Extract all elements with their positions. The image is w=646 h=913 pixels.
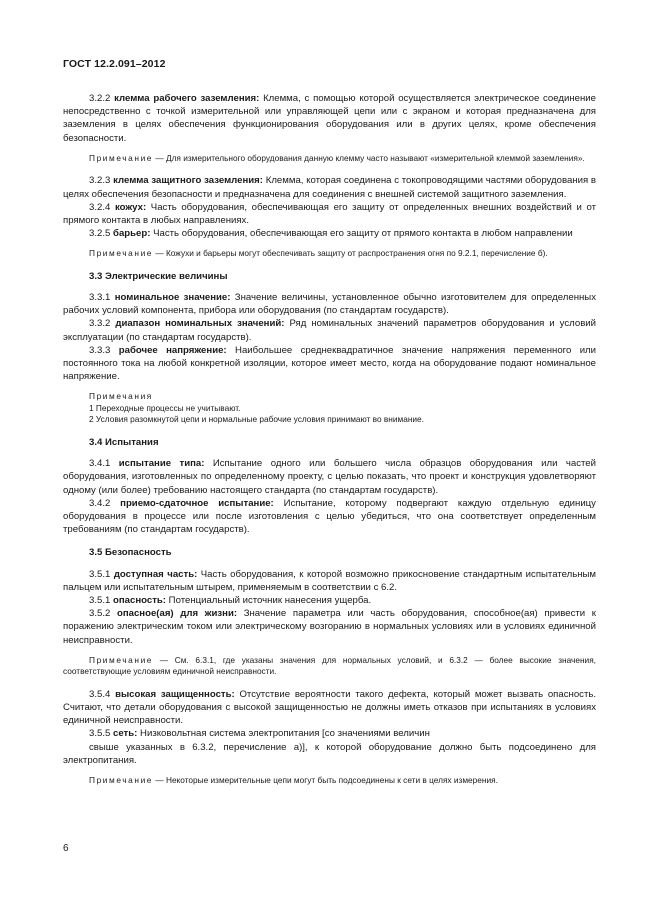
- clause-3-4-2: 3.4.2 приемо-сдаточное испытание: Испытание, которому подвергают каждую отдельную единицу оборудования в процессе или после изготовления с целью убедиться, что она соответствует определенным требованиям (по стандартам государств).: [63, 497, 596, 536]
- clause-3-5-5-continuation: свыше указанных в 6.3.2, перечисление а)], к которой оборудование должно быть подсоединено для электропитания.: [63, 741, 596, 766]
- notes-3-3-3: [63, 391, 596, 426]
- clause-3-2-2: 3.2.2 клемма рабочего заземления: Клемма, с помощью которой осуществляется электрическое соединение непосредственно с точкой измерительной или управляющей цепи или с экраном и которая предназначена для заземления в целях обеспечения функционирования оборудования или в других целях, кроме обеспечения безопасности.: [63, 93, 596, 144]
- section-heading-3-4: 3.4 Испытания: [89, 436, 159, 448]
- clause-3-5-5: 3.5.5 сеть: Низковольтная система электропитания [со значениями величин: [89, 728, 430, 740]
- clause-3-5-2: 3.5.2 опасное(ая) для жизни: Значение параметра или часть оборудования, способное(ая) привести к поражению электрическим током или электрическому возгоранию в нормальных условиях или в условиях единичной неисправности.: [63, 608, 596, 646]
- clause-3-2-5: 3.2.5 барьер: Часть оборудования, обеспечивающая его защиту от прямого контакта в любом направлении: [89, 228, 573, 240]
- page-number: 6: [63, 843, 69, 854]
- note-3-2-2: Примечание — Для измерительного оборудования данную клемму часто называют «измерительной клеммой заземления».: [89, 152, 585, 163]
- clause-3-3-3: 3.3.3 рабочее напряжение: Наибольшее среднеквадратичное значение напряжения переменного или постоянного тока на любой конкретной изоляции, которое имеет место, когда на оборудование подают номинальное напряжение.: [63, 344, 597, 383]
- note-3-5-5: Примечание — Некоторые измерительные цепи могут быть подсоединены к сети в целях измерения.: [89, 775, 498, 786]
- note-3-2-5: Примечание — Кожухи и барьеры могут обеспечивать защиту от распространения огня по 9.2.1, перечисление б).: [89, 248, 548, 259]
- note-line-1: 1 Переходные процессы не учитывают.: [89, 402, 241, 413]
- clause-3-2-3: 3.2.3 клемма защитного заземления: Клемма, которая соединена с токопроводящими частями оборудования в целях обеспечения безопасности и предназначена для соединения с внешней системой защитного заземления.: [63, 175, 596, 200]
- clause-3-4-1: 3.4.1 испытание типа: Испытание одного или большего числа образцов оборудования или частей оборудования, изготовленных по определенному проекту, с целью показать, что проект и конструкция удовлетворяют одному (или более) требованию настоящего стандарта (по стандартам государств).: [63, 458, 596, 496]
- section-heading-3-3: 3.3 Электрические величины: [89, 270, 228, 282]
- clause-3-5-1-accessible-part: 3.5.1 доступная часть: Часть оборудования, к которой возможно прикосновение стандартным испытательным пальцем или испытательным штырем, применяемым в соответствии с 6.2.: [63, 568, 597, 593]
- section-heading-3-5: 3.5 Безопасность: [89, 547, 172, 559]
- document-header: ГОСТ 12.2.091–2012: [63, 58, 166, 70]
- clause-3-5-1-hazard: 3.5.1 опасность: Потенциальный источник нанесения ущерба.: [89, 594, 372, 606]
- notes-label: Примечания: [89, 391, 153, 402]
- note-3-5-2: Примечание — См. 6.3.1, где указаны значения для нормальных условий, и 6.3.2 — более высокие значения, соответствующие условиям единичной неисправности.: [63, 654, 596, 677]
- clause-3-3-2: 3.3.2 диапазон номинальных значений: Ряд номинальных значений параметров оборудования и условий эксплуатации (по стандартам государств).: [63, 318, 597, 343]
- document-body: [63, 92, 596, 787]
- clause-3-3-1: 3.3.1 номинальное значение: Значение величины, установленное обычно изготовителем для определенных рабочих условий компонента, прибора или оборудования (по стандартам государств).: [63, 292, 596, 317]
- clause-3-2-4: 3.2.4 кожух: Часть оборудования, обеспечивающая его защиту от определенных внешних воздействий и от прямого контакта в любых направлениях.: [63, 201, 596, 226]
- note-line-2: 2 Условия разомкнутой цепи и нормальные рабочие условия принимают во внимание.: [89, 414, 424, 425]
- clause-3-5-4: 3.5.4 высокая защищенность: Отсутствие вероятности такого дефекта, который может вызвать опасность. Считают, что детали оборудования с высокой защищенностью не должны иметь отказов при испытаниях в условиях единичной неисправности.: [63, 688, 597, 727]
